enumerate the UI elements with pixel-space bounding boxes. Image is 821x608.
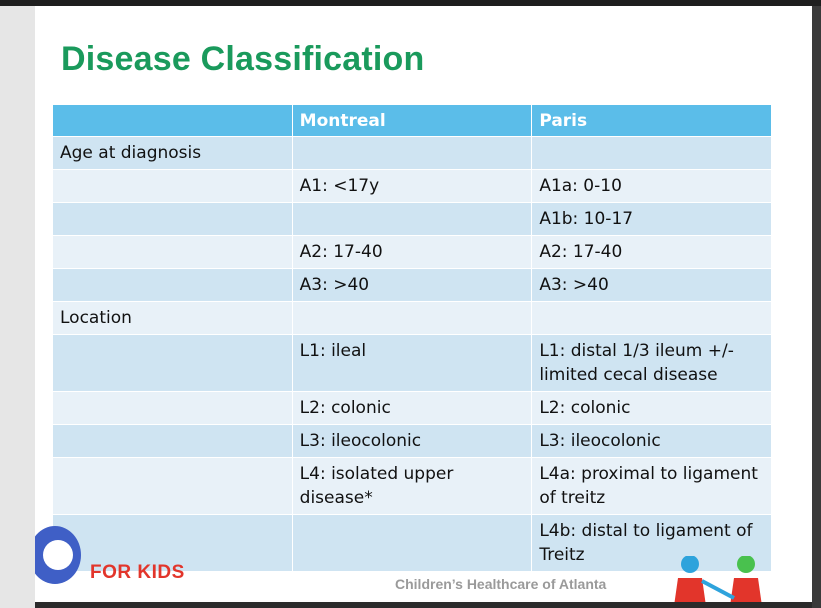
- table-row: [53, 392, 772, 425]
- paris-cell: L3: ileocolonic: [532, 425, 772, 458]
- montreal-cell: A1: <17y: [292, 170, 532, 203]
- montreal-cell: L2: colonic: [292, 392, 532, 425]
- paris-cell: L4a: proximal to ligament of treitz: [532, 458, 772, 515]
- classification-table-frame: [52, 104, 772, 572]
- montreal-cell: [292, 203, 532, 236]
- organization-name: Children’s Healthcare of Atlanta: [395, 576, 607, 592]
- montreal-cell: [292, 137, 532, 170]
- row-label-cell: [53, 392, 293, 425]
- kid-body-right-icon: [730, 578, 762, 602]
- table-row: [53, 236, 772, 269]
- table-row: [53, 170, 772, 203]
- row-label-cell: [53, 236, 293, 269]
- table-row: [53, 302, 772, 335]
- montreal-cell: L4: isolated upper disease*: [292, 458, 532, 515]
- kid-body-left-icon: [674, 578, 706, 602]
- right-scroll-edge: [812, 6, 821, 608]
- table-row: [53, 458, 772, 515]
- table-row: [53, 335, 772, 392]
- row-label-cell: [53, 425, 293, 458]
- table-row: [53, 425, 772, 458]
- paris-cell: A1a: 0-10: [532, 170, 772, 203]
- table-row: [53, 203, 772, 236]
- header-cell-empty: [53, 105, 293, 137]
- table-row: [53, 269, 772, 302]
- paris-cell: A2: 17-40: [532, 236, 772, 269]
- row-label-cell: [53, 269, 293, 302]
- paris-cell: A3: >40: [532, 269, 772, 302]
- montreal-cell: L1: ileal: [292, 335, 532, 392]
- paris-cell: L4b: distal to ligament of Treitz: [532, 515, 772, 572]
- row-label-cell: Age at diagnosis: [53, 137, 293, 170]
- left-panel-edge: [0, 6, 35, 608]
- row-label-cell: [53, 203, 293, 236]
- paris-cell: L2: colonic: [532, 392, 772, 425]
- kid-head-green-icon: [737, 556, 755, 573]
- table-header-row: [53, 105, 772, 137]
- table-row: [53, 137, 772, 170]
- slide-canvas: [35, 6, 812, 602]
- paris-cell: [532, 302, 772, 335]
- montreal-cell: A3: >40: [292, 269, 532, 302]
- kids-figures-icon: [630, 556, 780, 602]
- slide-title: Disease Classification: [61, 40, 425, 78]
- header-cell-paris: Paris: [532, 105, 772, 137]
- montreal-cell: [292, 302, 532, 335]
- row-label-cell: [53, 458, 293, 515]
- header-cell-montreal: Montreal: [292, 105, 532, 137]
- row-label-cell: [53, 170, 293, 203]
- row-label-cell: [53, 335, 293, 392]
- brand-tagline: FOR KIDS: [90, 562, 185, 583]
- brand-logo-icon: [35, 526, 81, 584]
- kid-arm-icon: [702, 581, 734, 598]
- paris-cell: A1b: 10-17: [532, 203, 772, 236]
- classification-table: [52, 104, 772, 572]
- paris-cell: L1: distal 1/3 ileum +/- limited cecal disease: [532, 335, 772, 392]
- row-label-cell: Location: [53, 302, 293, 335]
- montreal-cell: [292, 515, 532, 572]
- kid-head-blue-icon: [681, 556, 699, 573]
- montreal-cell: A2: 17-40: [292, 236, 532, 269]
- paris-cell: [532, 137, 772, 170]
- montreal-cell: L3: ileocolonic: [292, 425, 532, 458]
